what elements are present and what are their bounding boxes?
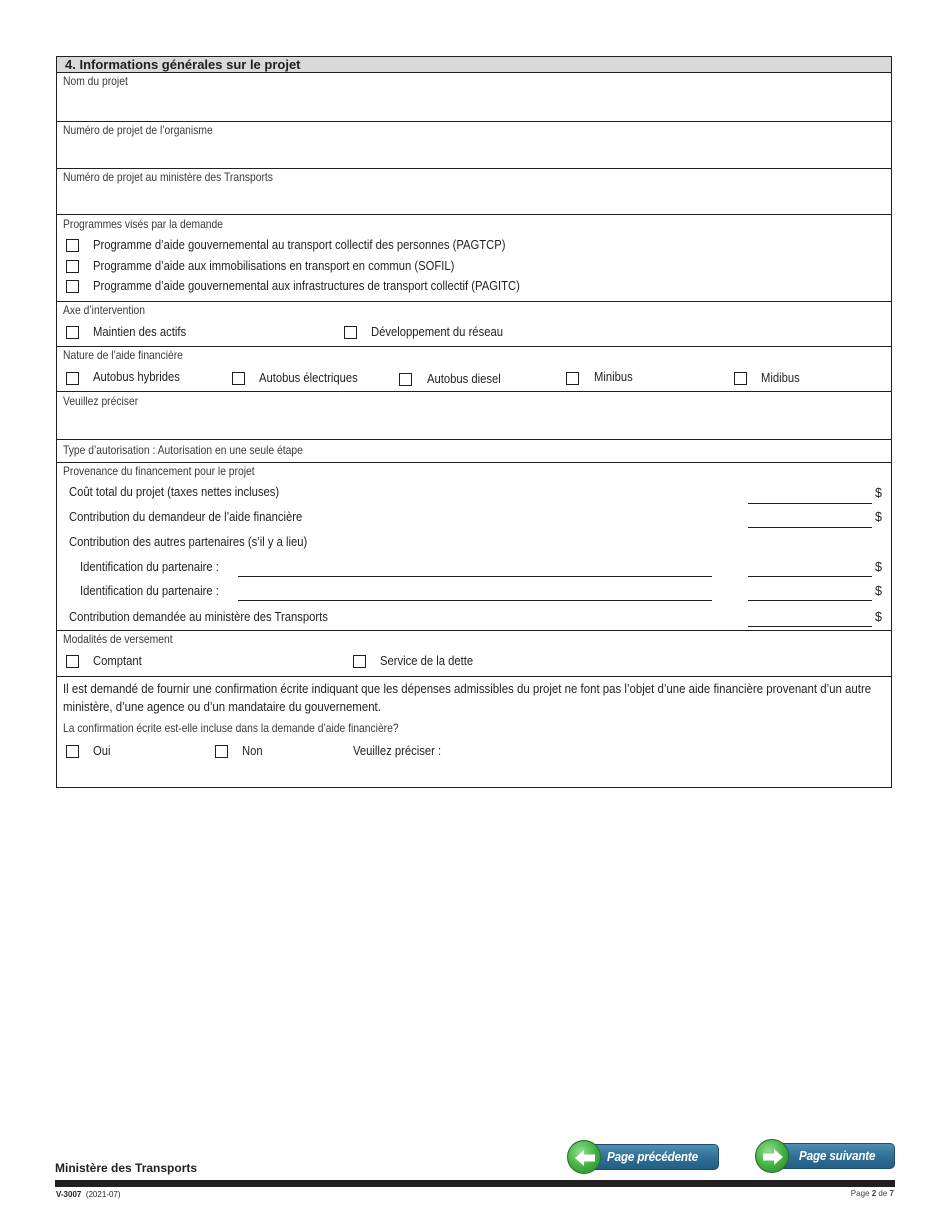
form-code [56,1190,121,1199]
minibus-label: Minibus [594,370,633,384]
partner-1-name-input[interactable] [238,576,712,577]
arrow-left-icon [568,1141,602,1175]
funding-label: Provenance du financement pour le projet [63,464,255,478]
program-pagitc-label: Programme d’aide gouvernemental aux infrastructures de transport collectif (PAGITC) [93,279,520,293]
ministry-project-number-label: Numéro de projet au ministère des Transports [63,170,273,184]
financial-aid-nature-label: Nature de l’aide financière [63,348,183,362]
form-code-number: V-3007 [56,1190,82,1199]
service-dette-label: Service de la dette [380,654,474,668]
intervention-axis-section [57,301,891,346]
checkbox-service-dette[interactable] [353,655,366,668]
developpement-reseau-label: Développement du réseau [371,325,503,339]
checkbox-sofil[interactable] [66,260,79,273]
autobus-electriques-label: Autobus électriques [259,371,358,385]
section-header [57,57,891,73]
checkbox-maintien-actifs[interactable] [66,326,79,339]
page-separator: de [878,1189,888,1198]
page-current: 2 [871,1189,877,1198]
checkbox-oui[interactable] [66,745,79,758]
partner-1-amount-input[interactable] [748,576,872,577]
oui-label: Oui [93,744,111,758]
comptant-label: Comptant [93,654,142,668]
ministry-contribution-input[interactable] [748,626,872,627]
partner-2-currency: $ [875,584,882,598]
confirmation-specify-input[interactable] [457,739,877,761]
checkbox-autobus-electriques[interactable] [232,372,245,385]
applicant-contribution-input[interactable] [748,527,872,528]
organization-project-number-field[interactable] [57,121,891,168]
project-name-label: Nom du projet [63,74,128,88]
applicant-contribution-currency: $ [875,510,882,524]
payment-terms-label: Modalités de versement [63,632,173,646]
autobus-hybrides-label: Autobus hybrides [93,370,180,384]
financial-aid-nature-section [57,346,891,391]
total-cost-currency: $ [875,486,882,500]
footer-bar [55,1180,895,1187]
checkbox-pagitc[interactable] [66,280,79,293]
checkbox-autobus-hybrides[interactable] [66,372,79,385]
funding-section [57,462,891,630]
ministry-project-number-field[interactable] [57,168,891,214]
next-page-circle [755,1139,789,1173]
maintien-actifs-label: Maintien des actifs [93,325,187,339]
previous-page-circle [567,1140,601,1174]
authorization-type-section [57,439,891,462]
checkbox-midibus[interactable] [734,372,747,385]
partner-2-label: Identification du partenaire : [80,584,219,598]
ministry-contribution-label: Contribution demandée au ministère des Transports [69,610,328,624]
partner-1-label: Identification du partenaire : [80,560,219,574]
total-cost-input[interactable] [748,503,872,504]
previous-page-label: Page précédente [607,1149,698,1164]
previous-page-button[interactable] [567,1140,719,1174]
total-cost-label: Coût total du projet (taxes nettes incluses) [69,485,280,499]
organization-project-number-label: Numéro de projet de l’organisme [63,123,213,137]
programs-section [57,214,891,301]
partner-2-amount-input[interactable] [748,600,872,601]
programs-label: Programmes visés par la demande [63,217,224,231]
section-title: 4. Informations générales sur le projet [65,57,301,72]
intervention-axis-label: Axe d’intervention [63,303,146,317]
arrow-right-icon [756,1140,790,1174]
payment-terms-section [57,630,891,676]
next-page-button[interactable] [755,1139,895,1173]
checkbox-pagtcp[interactable] [66,239,79,252]
project-info-form [56,56,892,788]
partner-2-name-input[interactable] [238,600,712,601]
checkbox-comptant[interactable] [66,655,79,668]
next-page-label: Page suivante [799,1148,876,1163]
checkbox-non[interactable] [215,745,228,758]
applicant-contribution-label: Contribution du demandeur de l’aide financière [69,510,303,524]
checkbox-minibus[interactable] [566,372,579,385]
authorization-type-label: Type d’autorisation : Autorisation en une seule étape [63,443,303,457]
partner-1-currency: $ [875,560,882,574]
non-label: Non [242,744,263,758]
checkbox-autobus-diesel[interactable] [399,373,412,386]
ministry-contribution-currency: $ [875,610,882,624]
confirmation-specify-label: Veuillez préciser : [353,744,442,758]
page-total: 7 [889,1189,894,1198]
other-partners-label: Contribution des autres partenaires (s’il y a lieu) [69,535,308,549]
program-sofil-label: Programme d’aide aux immobilisations en transport en commun (SOFIL) [93,259,455,273]
specify-field[interactable] [57,391,891,439]
checkbox-developpement-reseau[interactable] [344,326,357,339]
written-confirmation-section [57,676,891,788]
specify-label: Veuillez préciser [63,394,139,408]
form-code-date: (2021-07) [85,1190,121,1199]
ministry-name: Ministère des Transports [55,1161,198,1175]
confirmation-question: La confirmation écrite est-elle incluse dans la demande d’aide financière? [63,721,399,735]
page-prefix: Page [850,1189,870,1198]
page-number [851,1189,894,1198]
confirmation-text: Il est demandé de fournir une confirmation écrite indiquant que les dépenses admissibles du projet ne font pas l’objet d’une aide financière provenant d’un autre ministère, d’une agence ou d’un mandataire du gouvernement. [63,682,872,714]
autobus-diesel-label: Autobus diesel [427,372,501,386]
midibus-label: Midibus [761,371,800,385]
program-pagtcp-label: Programme d’aide gouvernemental au transport collectif des personnes (PAGTCP) [93,238,506,252]
project-name-field[interactable] [57,73,891,121]
